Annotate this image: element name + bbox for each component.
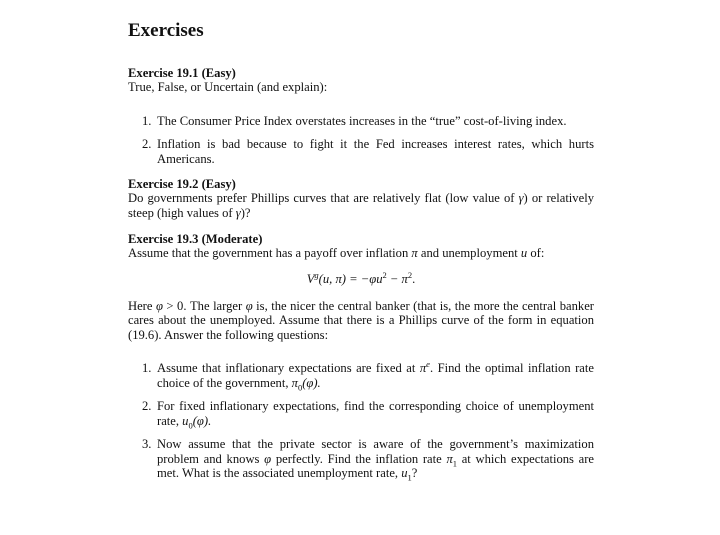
- list-number: 1.: [142, 361, 152, 375]
- list-number: 3.: [142, 437, 152, 451]
- list-item: [128, 137, 594, 166]
- exercise-text: Do governments prefer Phillips curves that are relatively flat (low value of γ) or relatively steep (high values of γ)?: [128, 191, 594, 220]
- list-text: The Consumer Price Index overstates increases in the “true” cost-of-living index.: [157, 113, 567, 128]
- list-text: Now assume that the private sector is aware of the government’s maximization problem and knows φ perfectly. Find the inflation rate $\pi_1$ at which expectations are met. What is the associated unemployment rate, $u_1$?: [157, 437, 595, 483]
- exercise-intro: True, False, or Uncertain (and explain):: [128, 80, 328, 94]
- list-text: Assume that inflationary expectations are fixed at $\pi^e$. Find the optimal inflation rate choice of the government, $\pi_0(\varphi)$.: [157, 358, 594, 393]
- list-item: [128, 114, 594, 129]
- list-text: For fixed inflationary expectations, find the corresponding choice of unemployment rate, $u_0(\varphi)$.: [157, 399, 594, 431]
- payoff-equation: $V^g(u$, $\pi) = -\varphi u^2 - \pi^2$.: [306, 269, 416, 286]
- exercise-list: [128, 358, 595, 483]
- list-number: 1.: [142, 113, 152, 128]
- exercise-heading: Exercise 19.2 (Easy): [128, 177, 236, 191]
- list-number: 2.: [142, 399, 152, 413]
- page-title: Exercises: [128, 20, 204, 41]
- exercise-intro: Assume that the government has a payoff over inflation π and unemployment u of:: [128, 246, 545, 260]
- list-item: [128, 399, 594, 431]
- exercise-19-2: [128, 177, 594, 220]
- list-item: [128, 437, 594, 481]
- list-text: Inflation is bad because to fight it the Fed increases interest rates, which hurts Americans.: [157, 137, 594, 166]
- list-number: 2.: [142, 137, 152, 151]
- exercise-19-3: [128, 232, 594, 481]
- exercises-page: [128, 20, 594, 481]
- exercise-heading: Exercise 19.1 (Easy): [128, 66, 236, 80]
- exercise-paragraph: Here φ > 0. The larger φ is, the nicer the central banker (that is, the more the central banker cares about the unemployed. Assume that there is a Phillips curve of the form in equation (19.6). Answer the following questions:: [128, 298, 594, 342]
- exercise-list: [128, 114, 594, 167]
- exercise-heading: Exercise 19.3 (Moderate): [128, 232, 263, 246]
- list-item: [128, 358, 594, 393]
- exercise-19-1: [128, 66, 594, 166]
